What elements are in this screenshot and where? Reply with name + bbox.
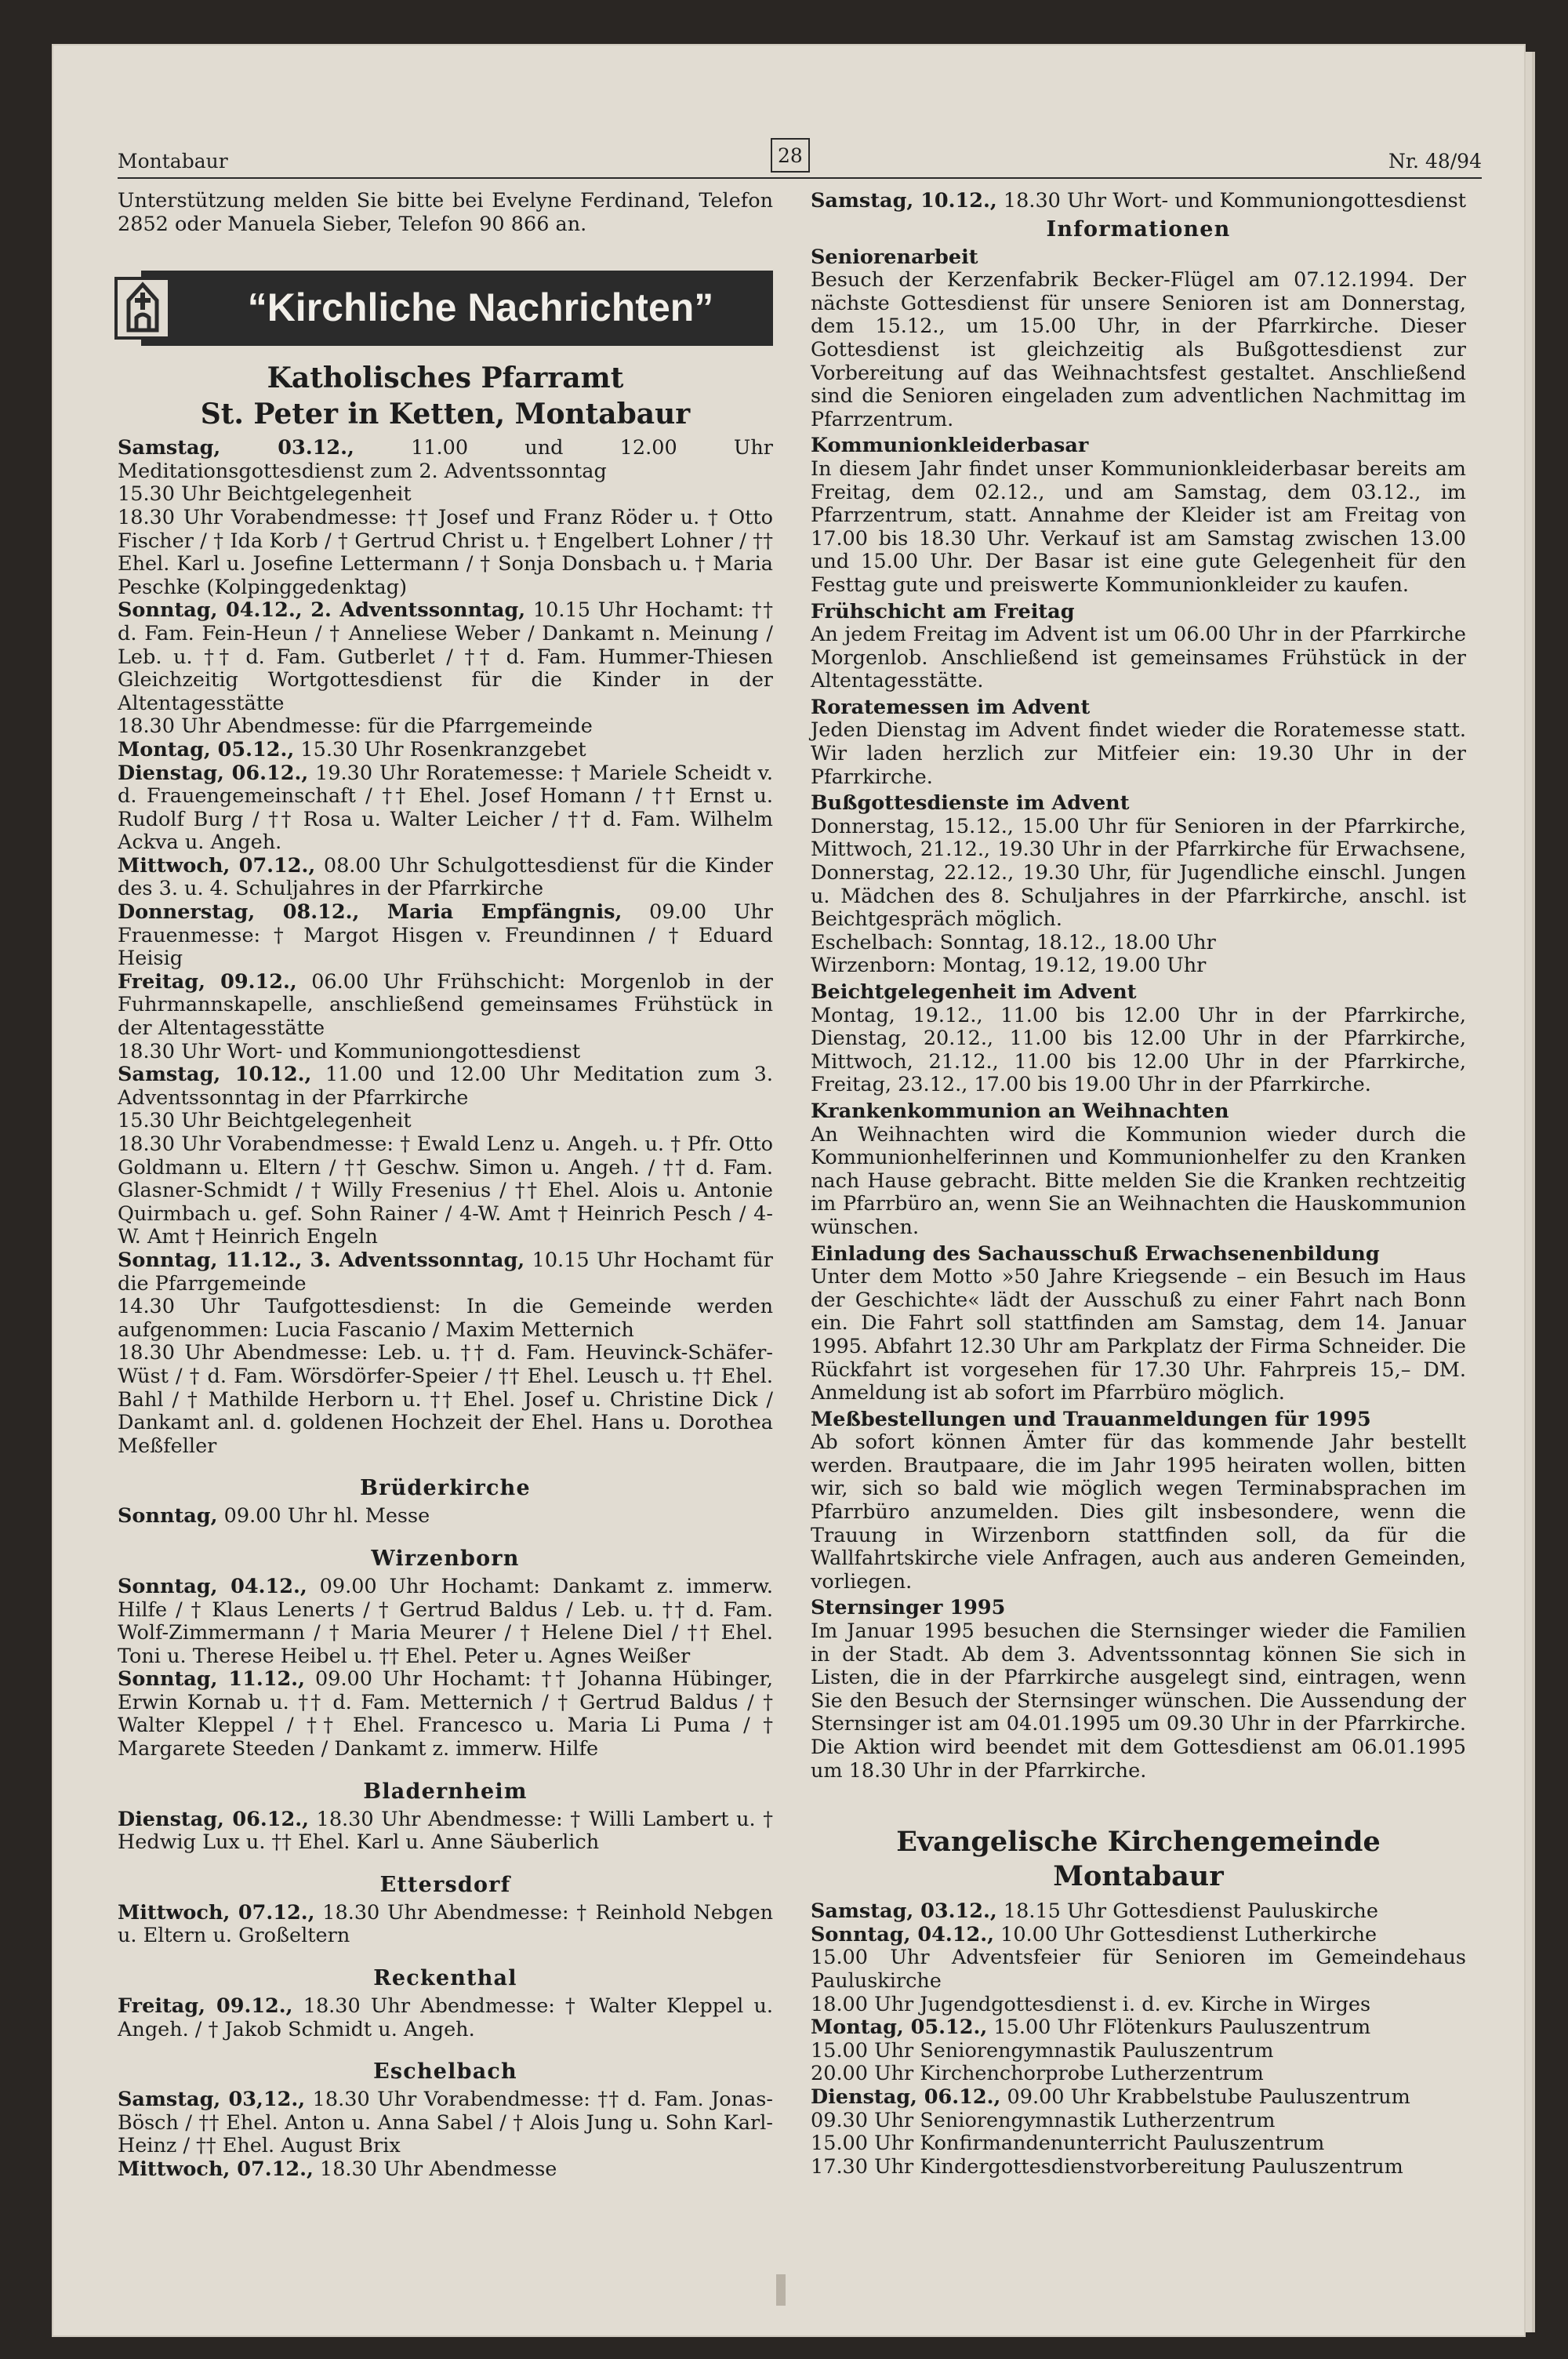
schedule-entry [118,901,773,971]
info-block-title: Seniorenarbeit [811,245,978,269]
entry-text: 18.30 Uhr Abendmesse: † Willi Lambert u. † Hedwig Lux u. †† Ehel. Karl u. Anne Säuberlich [118,1807,773,1855]
schedule-entry [118,1505,773,1528]
entry-text: 18.30 Uhr Vorabendmesse: †† Josef und Franz Röder u. † Otto Fischer / † Ida Korb / † Gertrud Christ u. † Engelbert Lohner / †† Ehel. Karl u. Josefine Lettermann / † Sonja Donsbach u. † Maria Peschke (Kolpinggedenktag) [118,505,773,599]
entry-date: Sonntag, 04.12., 2. Adventssonntag, [118,598,526,623]
entry-date: Dienstag, 06.12., [118,761,309,785]
info-block-text: Jeden Dienstag im Advent findet wieder die Roratemesse statt. Wir laden herzlich zur Mitfeier ein: 19.30 Uhr in der Pfarrkirche. [811,718,1466,789]
entry-text: 09.00 Uhr Hochamt: Dankamt z. immerw. Hilfe / † Klaus Lenerts / † Gertrud Baldus / Leb. u. †† d. Fam. Wolf-Zimmermann / † Maria Meurer / † Helene Diel / †† Ehel. Toni u. Therese Heibel u. †† Ehel. Peter u. Agnes Weißer [118,1574,773,1668]
entry-date: Sonntag, [118,1504,218,1528]
schedule-entry [811,1946,1466,1993]
entry-text: 14.30 Uhr Taufgottesdienst: In die Gemeinde werden aufgenommen: Lucia Fascanio / Maxim Metternich [118,1295,773,1342]
info-block-text: An Weihnachten wird die Kommunion wieder durch die Kommunionhelferinnen und Kommunionhelfer zu den Kranken nach Hause gebracht. Bitte melden Sie die Kranken rechtzeitig im Pfarrbüro an, wenn Sie an Weihnachten die Hauskommunion wünschen. [811,1122,1466,1239]
schedule-entry [811,1900,1466,1924]
schedule-entry [118,855,773,901]
entry-date: Samstag, 03.12., [118,436,354,460]
entry-date: Samstag, 10.12., [811,189,997,213]
schedule-entry [118,1041,773,1064]
header-town: Montabaur [118,150,228,173]
schedule-entry [118,483,773,507]
parish-title-line-1: Katholisches Pfarramt [267,362,624,395]
schedule-entry [811,2132,1466,2156]
schedule-entry [118,1063,773,1110]
fold-mark [776,2274,786,2306]
entry-text: 09.30 Uhr Seniorengymnastik Lutherzentrum [811,2108,1276,2132]
section-heading: Eschelbach [373,2059,517,2085]
info-block-title: Sternsinger 1995 [811,1596,1006,1620]
entry-text: 18.30 Uhr Abendmesse: Leb. u. †† d. Fam. Heuvinck-Schäfer-Wüst / † d. Fam. Wörsdörfer-Speier / †† Ehel. Leusch u. †† Ehel. Bahl / † Mathilde Herborn u. †† Ehel. Josef u. Christine Dick / Dankamt anl. d. goldenen Hochzeit der Ehel. Hans u. Dorothea Meßfeller [118,1341,773,1458]
info-block-title: Krankenkommunion an Weihnachten [811,1099,1229,1123]
entry-text: 11.00 und 12.00 Uhr Meditation zum 3. Adventssonntag in der Pfarrkirche [118,1063,773,1110]
entry-text: 10.15 Uhr Hochamt: †† d. Fam. Fein-Heun / † Anneliese Weber / Dankamt n. Meinung / Leb. u. †† d. Fam. Gutberlet / †† d. Fam. Hummer-Thiesen Gleichzeitig Wortgottesdienst für die Kinder in der Altentagesstätte [118,598,774,715]
info-block-title: Bußgottesdienste im Advent [811,791,1130,816]
info-block-extra-line: Wirzenborn: Montag, 19.12, 19.00 Uhr [811,954,1207,978]
schedule-entry [118,437,773,483]
entry-date: Dienstag, 06.12., [811,2085,1001,2109]
schedule-entry [118,599,773,715]
page-number-box: 28 [771,138,810,173]
entry-text: 20.00 Uhr Kirchenchorprobe Lutherzentrum [811,2062,1264,2086]
entry-date: Samstag, 03,12., [118,2088,306,2112]
entry-text: 17.30 Uhr Kindergottesdienstvorbereitung Pauluszentrum [811,2154,1403,2179]
evangelical-schedule [811,1900,1466,2179]
entry-text: 08.00 Uhr Schulgottesdienst für die Kinder des 3. u. 4. Schuljahres in der Pfarrkirche [118,853,773,901]
entry-text: 18.30 Uhr Abendmesse: † Walter Kleppel u. Angeh. / † Jakob Schmidt u. Angeh. [118,1994,773,2041]
schedule-entry [118,1296,773,1342]
info-block-title: Meßbestellungen und Trauanmeldungen für 1995 [811,1407,1371,1431]
entry-date: Montag, 05.12., [118,737,295,761]
section-heading: Bladernheim [363,1779,528,1804]
entry-text: 18.30 Uhr Wort- und Kommuniongottesdienst [118,1039,581,1063]
schedule-entry [118,2158,773,2182]
section-heading: Reckenthal [373,1966,517,1991]
church-emblem-icon [114,277,171,340]
entry-text: 15.30 Uhr Beichtgelegenheit [118,482,412,507]
entry-text: 15.00 Uhr Flötenkurs Pauluszentrum [987,2016,1371,2040]
entry-date: Sonntag, 11.12., 3. Adventssonntag, [118,1248,525,1272]
entry-text: 15.00 Uhr Seniorengymnastik Pauluszentrum [811,2038,1274,2063]
entry-text: 10.15 Uhr Hochamt für die Pfarrgemeinde [118,1248,773,1296]
schedule-entry [811,2063,1466,2086]
schedule-entry [118,762,773,855]
schedule-entry [118,1133,773,1249]
info-block-text: In diesem Jahr findet unser Kommunionkleiderbasar bereits am Freitag, dem 02.12., und am Samstag, dem 03.12., im Pfarrzentrum, statt. Annahme der Kleider ist am Freitag von 17.00 bis 18.30 Uhr. Verkauf ist am Samstag zwischen 13.00 und 15.00 Uhr. Der Basar ist eine gute Gelegenheit für den Festtag gute und preiswerte Kommunionkleider zu kaufen. [811,456,1466,597]
entry-date: Mittwoch, 07.12., [118,2157,314,2181]
entry-text: 10.00 Uhr Gottesdienst Lutherkirche [994,1922,1377,1946]
schedule-entry [118,1342,773,1458]
section-heading: Wirzenborn [371,1546,520,1571]
entry-date: Mittwoch, 07.12., [118,853,316,878]
section-heading: Ettersdorf [379,1872,511,1897]
schedule-entry [811,190,1466,213]
banner-title: “Kirchliche Nachrichten” [247,285,714,330]
entry-date: Freitag, 09.12., [118,1994,293,2019]
info-block-text: Montag, 19.12., 11.00 bis 12.00 Uhr in der Pfarrkirche, Dienstag, 20.12., 11.00 bis 12.00 Uhr in der Pfarrkirche, Mittwoch, 21.12., 11.00 bis 12.00 Uhr in der Pfarrkirche, Freitag, 23.12., 17.00 bis 19.00 Uhr in der Pfarrkirche. [811,1003,1466,1097]
info-block-title: Einladung des Sachausschuß Erwachsenenbildung [811,1241,1380,1266]
schedule-entry [811,2086,1466,2110]
entry-text: 15.00 Uhr Konfirmandenunterricht Pauluszentrum [811,2132,1325,2156]
entry-text: 09.00 Uhr Hochamt: †† Johanna Hübinger, Erwin Kornab u. †† d. Fam. Metternich / † Gertrud Baldus / † Walter Kleppel / †† Ehel. Francesco u. Maria Li Puma / † Margarete Steeden / Dankamt z. immerw. Hilfe [118,1667,773,1761]
schedule-entry [118,1110,773,1133]
entry-date: Sonntag, 11.12., [118,1667,305,1692]
section-banner [141,271,773,346]
schedule-entry [118,971,773,1041]
info-block-extra-line: Eschelbach: Sonntag, 18.12., 18.00 Uhr [811,930,1216,954]
entry-text: 18.30 Uhr Abendmesse: für die Pfarrgemeinde [118,714,593,739]
info-block-title: Kommunionkleiderbasar [811,434,1089,458]
schedule-entry [118,2088,773,2158]
chapel-schedules [118,1475,773,2181]
entry-text: 18.30 Uhr Abendmesse: † Reinhold Nebgen u. Eltern u. Großeltern [118,1900,773,1948]
parish-title [118,360,773,432]
entry-text: 06.00 Uhr Frühschicht: Morgenlob in der Fuhrmannskapelle, anschließend gemeinsames Frühstück in der Altentagesstätte [118,969,773,1041]
left-column [118,190,773,2182]
schedule-entry [118,1576,773,1668]
info-block-text: An jedem Freitag im Advent ist um 06.00 Uhr in der Pfarrkirche Morgenlob. Anschließend ist gemeinsames Frühstück in der Altentagesstätte. [811,623,1466,693]
entry-date: Samstag, 10.12., [118,1063,312,1087]
schedule-entry [118,1995,773,2041]
schedule-entry [811,2040,1466,2063]
schedule-entry [811,2156,1466,2179]
entry-date: Sonntag, 04.12., [118,1574,307,1598]
entry-date: Donnerstag, 08.12., Maria Empfängnis, [118,900,622,925]
right-column [811,190,1466,2179]
page-content [118,135,1482,2284]
entry-text: 11.00 und 12.00 Uhr Meditationsgottesdienst zum 2. Adventssonntag [118,436,773,483]
entry-date: Mittwoch, 07.12., [118,1900,315,1925]
schedule-entry [118,1249,773,1296]
info-block-text: Unter dem Motto »50 Jahre Kriegsende – ein Besuch im Haus der Geschichte« lädt der Ausschuß zu einer Fahrt nach Bonn ein. Die Fahrt soll stattfinden am Samstag, dem 14. Januar 1995. Abfahrt 12.30 Uhr am Parkplatz der Firma Schneider. Die Rückfahrt ist vorgesehen für 17.30 Uhr. Fahrpreis 15,– DM. Anmeldung ist ab sofort im Pfarrbüro möglich. [811,1265,1466,1405]
info-block-title: Frühschicht am Freitag [811,599,1075,623]
entry-text: 18.15 Uhr Gottesdienst Pauluskirche [996,1899,1378,1924]
info-block-text: Im Januar 1995 besuchen die Sternsinger wieder die Familien in der Stadt. Ab dem 3. Adventssonntag können Sie sich in Listen, die in der Pfarrkirche ausgelegt sind, eintragen, wenn Sie den Besuch der Sternsinger wünschen. Die Aussendung der Sternsinger ist am 04.01.1995 um 09.30 Uhr in der Pfarrkirche. Die Aktion wird beendet mit dem Gottesdienst am 06.01.1995 um 18.30 Uhr in der Pfarrkirche. [811,1619,1466,1783]
parish-schedule [118,437,773,1458]
schedule-entry [118,1808,773,1855]
schedule-entry [811,1924,1466,1947]
entry-text: 15.30 Uhr Rosenkranzgebet [294,737,586,761]
info-block-text: Besuch der Kerzenfabrik Becker-Flügel am 07.12.1994. Der nächste Gottesdienst für unsere Senioren ist am Donnerstag, dem 15.12., um 15.00 Uhr, in der Pfarrkirche. Dieser Gottesdienst ist gleichzeitig als Bußgottesdienst zur Vorbereitung auf das Weihnachtsfest gestaltet. Anschließend sind die Senioren eingeladen zum adventlichen Nachmittag im Pfarrzentrum. [811,268,1466,431]
schedule-entry [118,1668,773,1761]
entry-date: Samstag, 03.12., [811,1899,997,1924]
entry-text: 18.00 Uhr Jugendgottesdienst i. d. ev. Kirche in Wirges [811,1992,1371,2016]
running-header [118,135,1482,179]
issue-number: Nr. 48/94 [1388,150,1482,173]
intro-text: Unterstützung melden Sie bitte bei Evelyne Ferdinand, Telefon 2852 oder Manuela Sieber, Telefon 90 866 an. [118,189,773,236]
entry-text: 09.00 Uhr Frauenmesse: † Margot Hisgen v. Freundinnen / † Eduard Heisig [118,900,773,971]
schedule-entry [118,715,773,739]
info-block-text: Ab sofort können Ämter für das kommende Jahr bestellt werden. Brautpaare, die im Jahr 1995 heiraten wollen, bitten wir, sich so bald wie möglich wegen Terminabsprachen im Pfarrbüro anzumelden. Dies gilt insbesondere, wenn die Trauung in Wirzenborn stattfinden soll, da für die Wallfahrtskirche viele Anfragen, auch aus anderen Gemeinden, vorliegen. [811,1430,1466,1594]
entry-text: 19.30 Uhr Roratemesse: † Mariele Scheidt v. d. Frauengemeinschaft / †† Ehel. Josef Homann / †† Ernst u. Rudolf Burg / †† Rosa u. Walter Leicher / †† d. Fam. Wilhelm Ackva u. Angeh. [118,761,773,855]
evangelical-title: Evangelische Kirchengemeinde Montabaur [896,1826,1381,1893]
entry-date: Dienstag, 06.12., [118,1807,309,1831]
schedule-entry [118,507,773,599]
entry-date: Freitag, 09.12., [118,969,297,994]
entry-text: 18.30 Uhr Vorabendmesse: †† d. Fam. Jonas-Bösch / †† Ehel. Anton u. Anna Sabel / † Alois Jung u. Sohn Karl-Heinz / †† Ehel. August Brix [118,2088,773,2158]
schedule-entry [811,1994,1466,2017]
schedule-entry [118,739,773,762]
entry-text: 18.30 Uhr Wort- und Kommuniongottesdienst [996,189,1466,213]
entry-text: 18.30 Uhr Abendmesse [313,2157,557,2181]
info-block-title: Roratemessen im Advent [811,695,1091,719]
section-heading: Brüderkirche [360,1476,531,1501]
info-heading: Informationen [1046,216,1231,242]
parish-title-line-2: St. Peter in Ketten, Montabaur [200,398,691,431]
schedule-entry [811,2016,1466,2040]
entry-text: 09.00 Uhr Krabbelstube Pauluszentrum [1000,2085,1410,2109]
entry-date: Montag, 05.12., [811,2016,988,2040]
schedule-entry [811,2110,1466,2133]
entry-text: 18.30 Uhr Vorabendmesse: † Ewald Lenz u. Angeh. u. † Pfr. Otto Goldmann u. Eltern / †† Geschw. Simon u. Angeh. / †† d. Fam. Glasner-Schmidt / † Willy Fresenius / †† Ehel. Alois u. Antonie Quirmbach u. gef. Sohn Rainer / 4-W. Amt † Heinrich Pesch / 4-W. Amt † Heinrich Engeln [118,1132,773,1249]
info-block-title: Beichtgelegenheit im Advent [811,980,1137,1004]
schedule-entry [118,1902,773,1948]
entry-date: Sonntag, 04.12., [811,1922,994,1946]
entry-text: 09.00 Uhr hl. Messe [217,1504,430,1528]
info-block-text: Donnerstag, 15.12., 15.00 Uhr für Senioren in der Pfarrkirche, Mittwoch, 21.12., 19.30 Uhr in der Pfarrkirche für Erwachsene, Donnerstag, 22.12., 19.30 Uhr, für Jugendliche einschl. Jungen u. Mädchen des 8. Schuljahres in der Pfarrkirche, anschl. ist Beichtgespräch möglich. [811,814,1466,932]
entry-text: 15.30 Uhr Beichtgelegenheit [118,1109,412,1133]
info-blocks [811,246,1466,1783]
entry-text: 15.00 Uhr Adventsfeier für Senioren im Gemeindehaus Pauluskirche [811,1946,1466,1993]
